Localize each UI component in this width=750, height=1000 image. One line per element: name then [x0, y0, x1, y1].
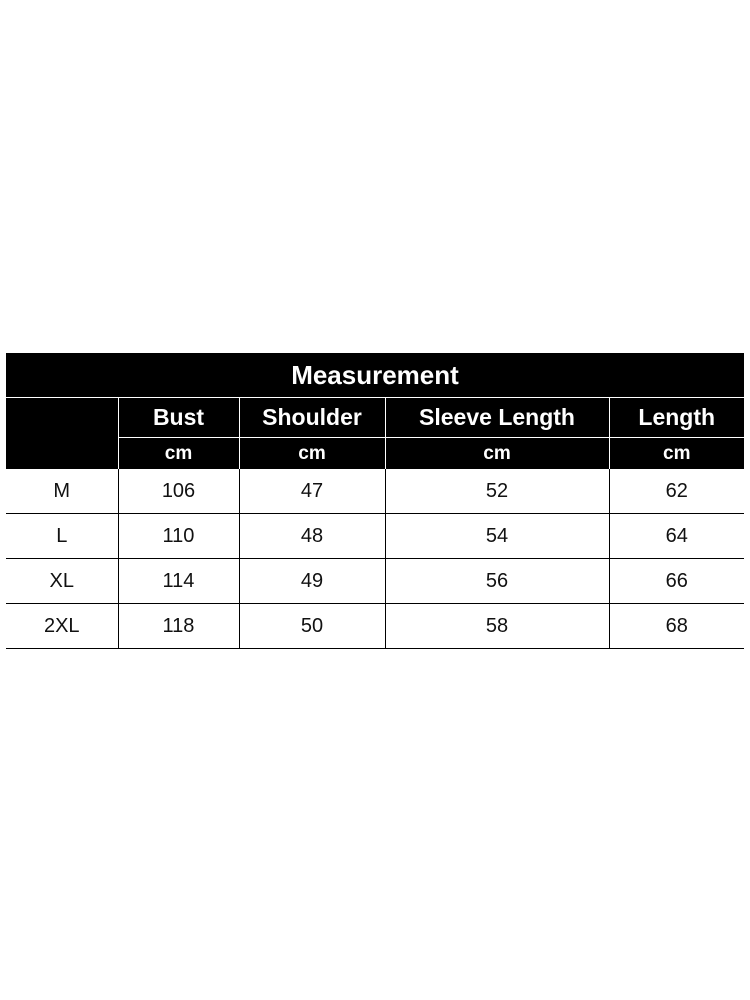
header-corner-cell — [6, 398, 118, 470]
length-value: 66 — [609, 559, 744, 604]
table-row — [6, 514, 744, 559]
unit-length: cm — [609, 438, 744, 470]
size-label: 2XL — [6, 604, 118, 649]
size-chart-title: Measurement — [6, 353, 744, 397]
column-header-row — [6, 398, 744, 438]
column-header-bust: Bust — [118, 398, 239, 438]
length-value: 68 — [609, 604, 744, 649]
bust-value: 118 — [118, 604, 239, 649]
bust-value: 106 — [118, 469, 239, 514]
size-label: L — [6, 514, 118, 559]
column-header-shoulder: Shoulder — [239, 398, 385, 438]
column-header-length: Length — [609, 398, 744, 438]
column-header-sleeve-length: Sleeve Length — [385, 398, 609, 438]
shoulder-value: 47 — [239, 469, 385, 514]
shoulder-value: 49 — [239, 559, 385, 604]
sleeve-length-value: 58 — [385, 604, 609, 649]
sleeve-length-value: 52 — [385, 469, 609, 514]
table-row — [6, 559, 744, 604]
bust-value: 110 — [118, 514, 239, 559]
table-row — [6, 604, 744, 649]
unit-sleeve-length: cm — [385, 438, 609, 470]
shoulder-value: 48 — [239, 514, 385, 559]
sleeve-length-value: 54 — [385, 514, 609, 559]
size-chart — [6, 353, 744, 649]
unit-bust: cm — [118, 438, 239, 470]
size-table — [6, 397, 744, 649]
table-row — [6, 469, 744, 514]
size-label: M — [6, 469, 118, 514]
length-value: 64 — [609, 514, 744, 559]
unit-shoulder: cm — [239, 438, 385, 470]
length-value: 62 — [609, 469, 744, 514]
shoulder-value: 50 — [239, 604, 385, 649]
bust-value: 114 — [118, 559, 239, 604]
sleeve-length-value: 56 — [385, 559, 609, 604]
size-label: XL — [6, 559, 118, 604]
